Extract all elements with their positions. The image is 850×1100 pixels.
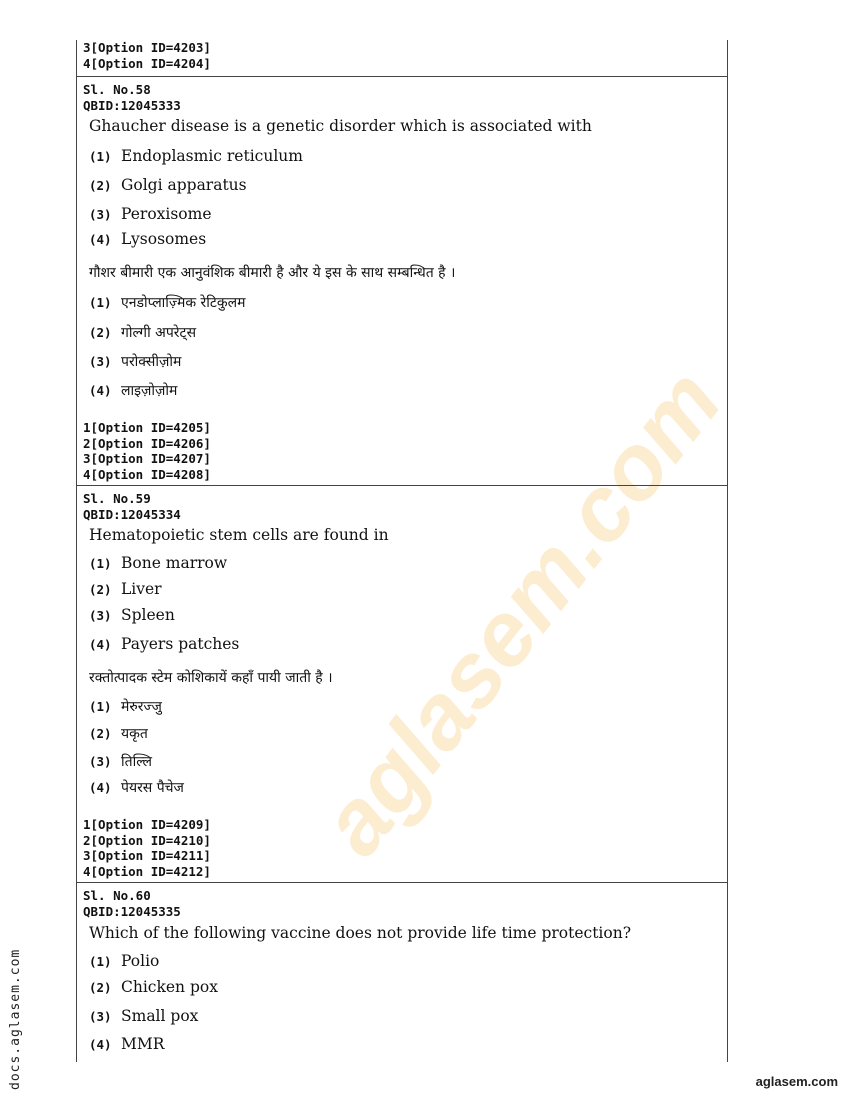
option-text: Spleen: [121, 606, 175, 624]
option-number: (1): [89, 149, 112, 164]
option-text: Small pox: [121, 1007, 199, 1025]
option-number: (1): [89, 954, 112, 969]
option-number: (4): [89, 232, 112, 247]
question-text-hi: गौशर बीमारी एक आनुवंशिक बीमारी है और ये इस के साथ सम्बन्धित है ।: [89, 265, 456, 281]
qbid: QBID:12045335: [83, 903, 181, 919]
option-id: 3[Option ID=4211]: [83, 848, 211, 863]
option-hi-4: [89, 381, 177, 400]
option-number: (1): [89, 699, 112, 714]
option-text: Bone marrow: [121, 554, 228, 572]
option-text: तिल्लि: [121, 754, 153, 770]
option-ids: [77, 817, 211, 879]
question-frame: [76, 40, 728, 1062]
option-id: 1[Option ID=4209]: [83, 817, 211, 832]
option-ids: [77, 420, 211, 482]
option-en-3: [89, 205, 212, 223]
sl-no: Sl. No.58: [83, 82, 151, 97]
option-number: (2): [89, 980, 112, 995]
option-en-1: [89, 147, 303, 165]
option-id: 3[Option ID=4203]: [83, 40, 211, 55]
option-en-3: [89, 606, 175, 624]
option-hi-3: [89, 352, 181, 371]
option-number: (3): [89, 207, 112, 222]
option-text: Endoplasmic reticulum: [121, 147, 303, 165]
option-text: Lysosomes: [121, 230, 207, 248]
option-id: 2[Option ID=4206]: [83, 435, 211, 451]
option-text: Payers patches: [121, 635, 240, 653]
option-en-1: [89, 952, 159, 970]
option-text: Polio: [121, 952, 160, 970]
question-text-en: Hematopoietic stem cells are found in: [89, 526, 389, 544]
option-id: 4[Option ID=4212]: [83, 863, 211, 879]
option-number: (1): [89, 556, 112, 571]
option-number: (2): [89, 582, 112, 597]
side-url: docs.aglasem.com: [8, 948, 23, 1090]
option-hi-2: [89, 724, 148, 743]
top-option-ids: [77, 40, 727, 71]
option-number: (3): [89, 354, 112, 369]
option-text: परोक्सीज़ोम: [121, 354, 182, 370]
option-en-4: [89, 635, 239, 653]
option-en-2: [89, 978, 218, 996]
watermark: aglasem.com: [301, 351, 741, 874]
option-number: (4): [89, 1037, 112, 1052]
question-text-en: Which of the following vaccine does not provide life time protection?: [89, 924, 632, 942]
option-text: पेयरस पैचेज: [121, 780, 184, 796]
option-text: गोल्गी अपरेट्स: [121, 325, 197, 341]
option-number: (1): [89, 295, 112, 310]
question-text-en: Ghaucher disease is a genetic disorder which is associated with: [89, 117, 592, 135]
option-en-2: [89, 580, 162, 598]
sl-no: Sl. No.60: [83, 888, 151, 903]
option-number: (3): [89, 754, 112, 769]
option-number: (3): [89, 1009, 112, 1024]
option-text: यकृत: [121, 726, 148, 742]
option-id: 1[Option ID=4205]: [83, 420, 211, 435]
option-text: Peroxisome: [121, 205, 212, 223]
option-number: (4): [89, 383, 112, 398]
option-id: 3[Option ID=4207]: [83, 451, 211, 466]
option-id: 4[Option ID=4208]: [83, 466, 211, 482]
option-en-4: [89, 230, 206, 248]
footer-brand[interactable]: aglasem.com: [755, 1074, 838, 1089]
option-id: 4[Option ID=4204]: [83, 55, 211, 71]
question-text-hi: रक्तोत्पादक स्टेम कोशिकायें कहाँ पायी जाती है ।: [89, 670, 333, 686]
option-number: (2): [89, 178, 112, 193]
question-59: [77, 485, 727, 883]
option-en-2: [89, 176, 247, 194]
option-number: (2): [89, 726, 112, 741]
option-en-1: [89, 554, 227, 572]
option-number: (4): [89, 637, 112, 652]
option-number: (4): [89, 780, 112, 795]
sl-no: Sl. No.59: [83, 491, 151, 506]
option-hi-2: [89, 323, 196, 342]
question-58: [77, 76, 727, 486]
option-text: एनडोप्लाज़्मिक रेटिकुलम: [121, 295, 246, 311]
option-text: MMR: [121, 1035, 165, 1053]
option-id: 2[Option ID=4210]: [83, 832, 211, 848]
option-text: Golgi apparatus: [121, 176, 247, 194]
option-text: लाइज़ोज़ोम: [121, 383, 178, 399]
option-number: (3): [89, 608, 112, 623]
qbid: QBID:12045333: [83, 97, 181, 113]
option-hi-4: [89, 778, 184, 797]
option-text: मेरुरज्जु: [121, 699, 162, 715]
option-text: Liver: [121, 580, 162, 598]
option-number: (2): [89, 325, 112, 340]
question-60: [77, 882, 727, 1063]
option-en-4: [89, 1035, 164, 1053]
qbid: QBID:12045334: [83, 506, 181, 522]
option-hi-1: [89, 697, 162, 716]
option-hi-1: [89, 293, 246, 312]
option-text: Chicken pox: [121, 978, 218, 996]
option-en-3: [89, 1007, 198, 1025]
option-hi-3: [89, 752, 152, 771]
